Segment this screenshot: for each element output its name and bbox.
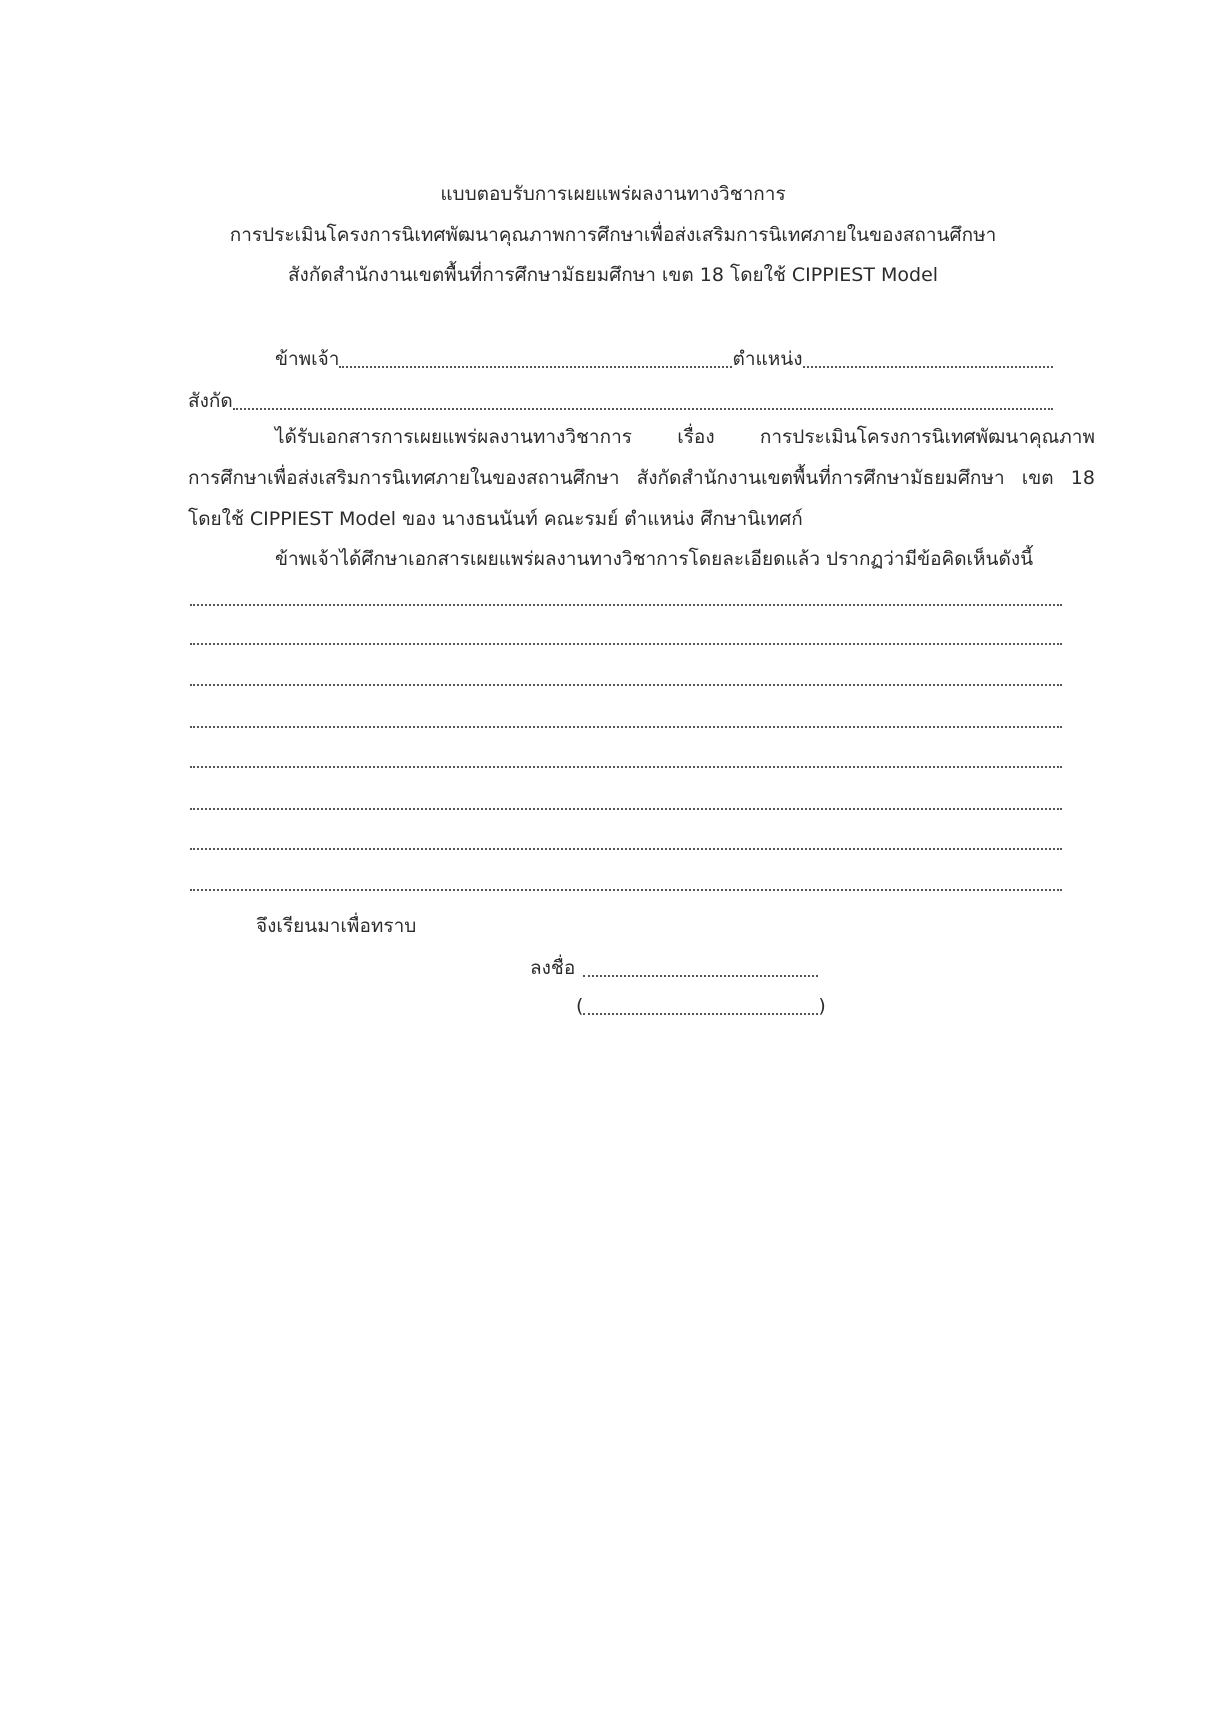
printed-name-row xyxy=(576,993,831,1019)
comment-line[interactable] xyxy=(190,766,1062,768)
comment-line[interactable] xyxy=(190,808,1062,810)
printed-name-field[interactable] xyxy=(583,1013,818,1015)
paragraph-word: สังกัดสำนักงานเขตพื้นที่การศึกษามัธยมศึกษา xyxy=(636,467,1005,489)
paragraph-word: ได้รับเอกสารการเผยแพร่ผลงานทางวิชาการ xyxy=(275,426,632,448)
affiliation-field[interactable] xyxy=(233,408,1053,410)
comment-line[interactable] xyxy=(190,848,1062,850)
paren-close: ) xyxy=(818,995,826,1017)
paragraph-word: เขต xyxy=(1021,467,1054,489)
paragraph-1-line-2 xyxy=(188,465,1095,491)
comment-line[interactable] xyxy=(190,726,1062,728)
paren-open: ( xyxy=(576,995,584,1017)
signature-row xyxy=(530,955,825,981)
document-title: แบบตอบรับการเผยแพร่ผลงานทางวิชาการ xyxy=(440,183,786,205)
affiliation-label: สังกัด xyxy=(188,390,233,412)
paragraph-2: ข้าพเจ้าได้ศึกษาเอกสารเผยแพร่ผลงานทางวิชาการโดยละเอียดแล้ว ปรากฏว่ามีข้อคิดเห็นดังนี้ xyxy=(275,548,1034,570)
comment-line[interactable] xyxy=(190,643,1062,645)
position-field[interactable] xyxy=(803,366,1053,368)
name-position-row xyxy=(275,346,1063,372)
name-label: ข้าพเจ้า xyxy=(275,348,340,370)
paragraph-1-line-3: โดยใช้ CIPPIEST Model ของ นางธนนันท์ คณะรมย์ ตำแหน่ง ศึกษานิเทศก์ xyxy=(188,508,803,530)
document-subtitle-line-1: การประเมินโครงการนิเทศพัฒนาคุณภาพการศึกษาเพื่อส่งเสริมการนิเทศภายในของสถานศึกษา xyxy=(229,224,997,246)
closing-text: จึงเรียนมาเพื่อทราบ xyxy=(256,915,417,937)
comment-line[interactable] xyxy=(190,604,1062,606)
paragraph-word: เรื่อง xyxy=(677,426,715,448)
name-field[interactable] xyxy=(339,366,732,368)
document-subtitle-line-2: สังกัดสำนักงานเขตพื้นที่การศึกษามัธยมศึกษา เขต 18 โดยใช้ CIPPIEST Model xyxy=(287,264,939,286)
paragraph-word: การศึกษาเพื่อส่งเสริมการนิเทศภายในของสถานศึกษา xyxy=(188,467,620,489)
comment-line[interactable] xyxy=(190,889,1062,891)
affiliation-row xyxy=(188,388,1063,414)
comment-line[interactable] xyxy=(190,684,1062,686)
paragraph-word: 18 xyxy=(1070,467,1095,489)
signature-label: ลงชื่อ xyxy=(530,957,576,979)
paragraph-word: การประเมินโครงการนิเทศพัฒนาคุณภาพ xyxy=(759,426,1095,448)
position-label: ตำแหน่ง xyxy=(732,348,803,370)
paragraph-1-line-1 xyxy=(275,424,1095,450)
signature-field[interactable] xyxy=(583,975,818,977)
